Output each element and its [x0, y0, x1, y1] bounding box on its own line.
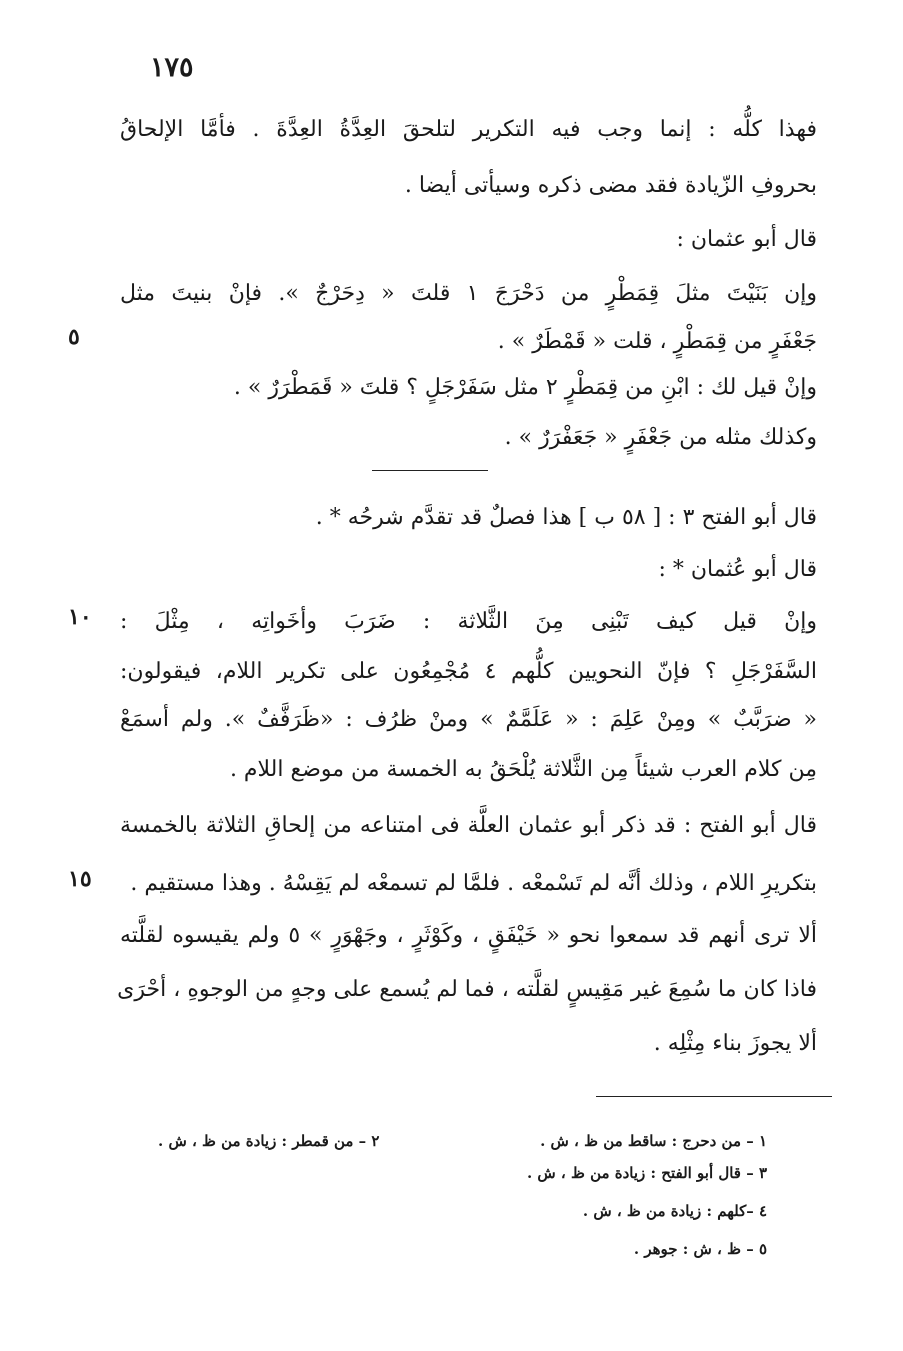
footnote: ٢ – من قمطر : زيادة من ظ ، ش .	[158, 1132, 380, 1150]
footnote: ٤ –كلهم : زيادة من ظ ، ش .	[582, 1202, 767, 1220]
line-number: ٥	[68, 324, 80, 350]
text-line: بحروفِ الزّيادة فقد مضى ذكره وسيأتى أيضا .	[404, 173, 817, 198]
text-line: وكذلك مثله من جَعْفَرٍ « جَعَفْرَرٌ » .	[504, 425, 817, 450]
text-line: وإنْ قيل كيف تَبْنِى مِنَ الثَّلاثة : ضَرَبَ وأخَواتِه ، مِثْلَ :	[120, 609, 817, 634]
text-line: قال أبو عثمان :	[676, 227, 817, 252]
text-line: فاذا كان ما سُمِعَ غير مَقِيسٍ لقلَّته ، فما لم يُسمع على وجهٍ من الوجوهِ ، أحْرَى	[117, 977, 817, 1002]
text-line: قال أبو الفتح : قد ذكر أبو عثمان العلَّة فى امتناعه من إلحاقِ الثلاثة بالخمسة	[120, 813, 817, 838]
section-divider	[372, 470, 488, 471]
text-line: ألا ترى أنهم قد سمعوا نحو « خَيْفَقٍ ، وكَوْثَرٍ ، وجَهْوَرٍ » ٥ ولم يقيسوه لقلَّته	[120, 923, 818, 948]
text-line: السَّفَرْجَلِ ؟ فإنّ النحويين كلُّهم ٤ مُجْمِعُون على تكرير اللام، فيقولون:	[120, 659, 817, 684]
text-line: مِن كلام العرب شيئاً مِن الثَّلاثة يُلْحَقُ به الخمسة من موضع اللام .	[229, 757, 817, 782]
line-number: ١٥	[68, 866, 92, 892]
line-number: ١٠	[68, 604, 92, 630]
footnote: ٣ – قال أبو الفتح : زيادة من ظ ، ش .	[526, 1164, 767, 1182]
text-line: وإنْ قيل لك : ابْنِ من قِمَطْرٍ ٢ مثل سَفَرْجَلٍ ؟ قلتَ « قَمَطْرَرٌ » .	[233, 375, 817, 400]
page-number: ١٧٥	[150, 52, 194, 83]
text-line: فهذا كلُّه : إنما وجب فيه التكرير لتلحقَ العِدَّةُ العِدَّةَ . فأمَّا الإلحاقُ	[120, 117, 817, 142]
text-line: وإن بَنَيْتَ مثلَ قِمَطْرٍ من دَحْرَجَ ١ قلتَ « دِحَرْجٌ ». فإنْ بنيتَ مثل	[120, 281, 817, 306]
text-line: بتكريرِ اللام ، وذلك أنَّه لم تَسْمعْه . فلمَّا لم تسمعْه لم يَقِسْهُ . وهذا مستقيم .	[130, 871, 817, 896]
footnote: ٥ – ظ ، ش : جوهر .	[633, 1240, 767, 1258]
text-line: ألا يجوزَ بناء مِثْلِه .	[653, 1031, 817, 1056]
footnote-divider	[596, 1096, 832, 1097]
text-line: جَعْفَرٍ من قِمَطْرٍ ، قلت « قَمْطَرٌ » .	[497, 329, 817, 354]
text-line: « ضرَبَّبٌ » ومِنْ عَلِمَ : « عَلَمَّمٌ » ومنْ ظرُف : «ظَرَفَّفٌ ». ولم أسمَعْ	[120, 707, 817, 732]
text-line: قال أبو عُثمان * :	[658, 557, 817, 582]
footnote: ١ – من دحرج : ساقط من ظ ، ش .	[540, 1132, 767, 1150]
text-line: قال أبو الفتح ٣ : [ ٥٨ ب ] هذا فصلٌ قد تقدَّم شرحُه * .	[315, 505, 817, 530]
